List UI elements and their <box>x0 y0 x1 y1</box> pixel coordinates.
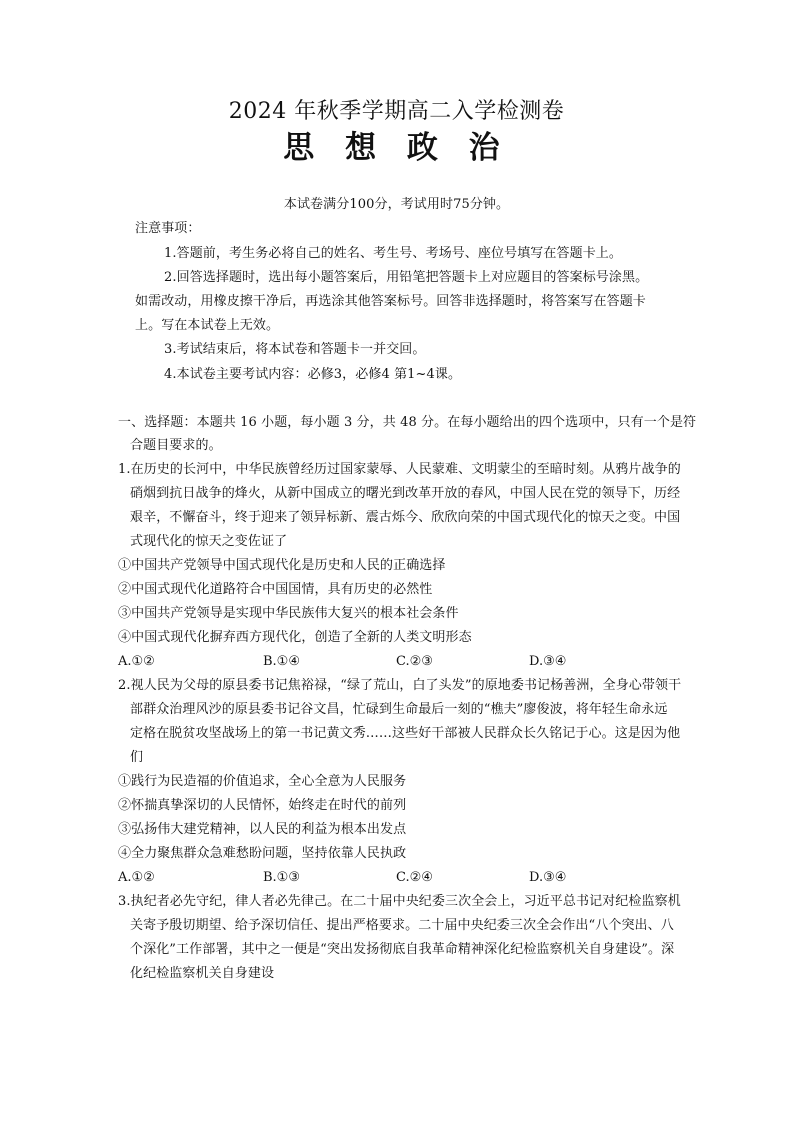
question-3-stem: 个深化”工作部署，其中之一便是“突出发扬彻底自我革命精神深化纪检监察机关自身建设”。深 <box>130 942 675 957</box>
question-3-stem: 化纪检监察机关自身建设 <box>130 966 275 981</box>
question-2-option-c: C.②④ <box>396 870 433 885</box>
question-1-option-b: B.①④ <box>263 654 300 669</box>
question-2-option-d: D.③④ <box>529 870 567 885</box>
question-2-statement: ①践行为民造福的价值追求，全心全意为人民服务 <box>118 774 407 789</box>
question-2-option-a: A.①② <box>118 870 155 885</box>
exam-info: 本试卷满分100分，考试用时75分钟。 <box>283 197 510 212</box>
notice-item: 1.答题前，考生务必将自己的姓名、考生号、考场号、座位号填写在答题卡上。 <box>164 246 623 261</box>
question-2-option-b: B.①③ <box>263 870 300 885</box>
notice-item: 2.回答选择题时，选出每小题答案后，用铅笔把答题卡上对应题目的答案标号涂黑。 <box>164 270 649 285</box>
question-1-stem: 艰辛，不懈奋斗，终于迎来了领异标新、震古烁今、欣欣向荣的中国式现代化的惊天之变。中国 <box>130 510 681 525</box>
exam-title: 2024 年秋季学期高二入学检测卷 <box>228 99 565 124</box>
question-2-stem: 定格在脱贫攻坚战场上的第一书记黄文秀……这些好干部被人民群众长久铭记于心。这是因为他 <box>130 726 681 741</box>
notice-item: 上。写在本试卷上无效。 <box>135 318 280 333</box>
question-2-statement: ④全力聚焦群众急难愁盼问题，坚持依靠人民执政 <box>118 846 407 861</box>
section-heading-cont: 合题目要求的。 <box>130 438 222 453</box>
subject-title: 思 想 政 治 <box>283 130 510 166</box>
question-1-statement: ④中国式现代化摒弃西方现代化，创造了全新的人类文明形态 <box>118 630 472 645</box>
question-1-statement: ①中国共产党领导中国式现代化是历史和人民的正确选择 <box>118 558 446 573</box>
notice-heading: 注意事项： <box>135 221 201 236</box>
section-heading: 一、选择题：本题共 16 小题，每小题 3 分，共 48 分。在每小题给出的四个选项中，只有一个是符 <box>118 415 697 430</box>
question-3-stem: 3.执纪者必先守纪，律人者必先律己。在二十届中央纪委三次全会上，习近平总书记对纪检监察机 <box>118 894 681 909</box>
question-2-stem: 部群众治理风沙的原县委书记谷文昌，忙碌到生命最后一刻的“樵夫”廖俊波，将年轻生命永远 <box>130 702 668 717</box>
question-1-stem: 硝烟到抗日战争的烽火，从新中国成立的曙光到改革开放的春风，中国人民在党的领导下，历经 <box>130 486 681 501</box>
question-1-option-d: D.③④ <box>529 654 567 669</box>
question-2-statement: ②怀揣真挚深切的人民情怀，始终走在时代的前列 <box>118 798 407 813</box>
question-2-stem: 2.视人民为父母的原县委书记焦裕禄，“绿了荒山，白了头发”的原地委书记杨善洲，全身心带领干 <box>118 678 682 693</box>
question-2-stem: 们 <box>130 750 144 765</box>
notice-item: 4.本试卷主要考试内容：必修3，必修4 第1~4课。 <box>164 367 462 382</box>
notice-item: 3.考试结束后，将本试卷和答题卡一并交回。 <box>164 342 426 357</box>
question-1-statement: ②中国式现代化道路符合中国国情，具有历史的必然性 <box>118 582 433 597</box>
question-1-stem: 式现代化的惊天之变佐证了 <box>130 534 288 549</box>
question-2-statement: ③弘扬伟大建党精神，以人民的利益为根本出发点 <box>118 822 407 837</box>
notice-item: 如需改动，用橡皮擦干净后，再选涂其他答案标号。回答非选择题时，将答案写在答题卡 <box>135 294 646 309</box>
question-1-stem: 1.在历史的长河中，中华民族曾经历过国家蒙辱、人民蒙难、文明蒙尘的至暗时刻。从鸦片战争的 <box>118 462 681 477</box>
question-1-option-c: C.②③ <box>396 654 433 669</box>
question-1-option-a: A.①② <box>118 654 155 669</box>
question-3-stem: 关寄予殷切期望、给予深切信任、提出严格要求。二十届中央纪委三次全会作出“八个突出、八 <box>130 918 674 933</box>
question-1-statement: ③中国共产党领导是实现中华民族伟大复兴的根本社会条件 <box>118 606 459 621</box>
